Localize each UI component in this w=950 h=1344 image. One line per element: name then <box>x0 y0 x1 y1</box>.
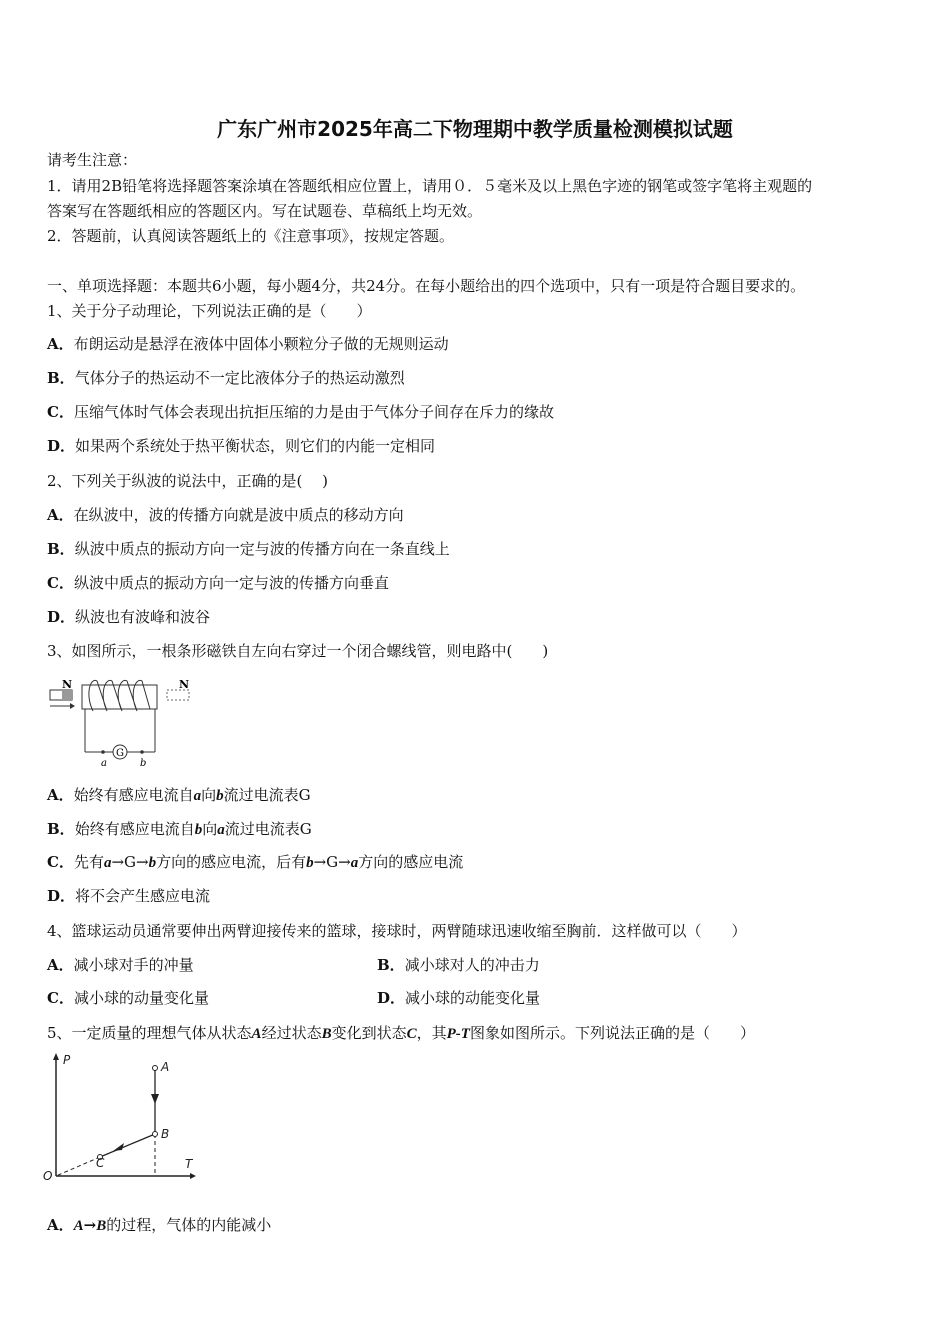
option-text: 方向的感应电流，后有 <box>156 853 307 871</box>
option <box>377 988 540 1008</box>
option <box>47 886 210 906</box>
option-text: 纵波中质点的振动方向一定与波的传播方向垂直 <box>73 574 389 592</box>
question-stem: 3、如图所示，一根条形磁铁自左向右穿过一个闭合螺线管，则电路中( ) <box>47 642 549 660</box>
notice-heading: 请考生注意： <box>47 151 138 169</box>
option-var: b <box>306 855 314 871</box>
option-text: 压缩气体时气体会表现出抗拒压缩的力是由于气体分子间存在斥力的缘故 <box>73 403 554 421</box>
t-axis-label: T <box>185 1157 193 1171</box>
question-stem <box>47 1023 755 1044</box>
solenoid-circuit-figure <box>45 675 195 770</box>
option-label: D． <box>377 989 406 1007</box>
page-title: 广东广州市2025年高二下物理期中教学质量检测模拟试题 <box>217 117 733 141</box>
option-text: 流过电流表G <box>223 786 311 804</box>
option-text: 向 <box>202 820 218 838</box>
question-stem: 2、下列关于纵波的说法中，正确的是( ) <box>47 472 329 490</box>
option-text: 向 <box>201 786 217 804</box>
notice-line: 1．请用2B铅笔将选择题答案涂填在答题纸相应位置上，请用０．５毫米及以上黑色字迹的钢笔或签字笔将主观题的 <box>47 177 813 195</box>
option-label: A． <box>47 506 74 524</box>
north-pole-label: N <box>62 678 73 691</box>
point-b-label: b <box>140 758 147 769</box>
option <box>47 539 450 559</box>
option-label: D． <box>47 887 76 905</box>
state-a-label: A <box>161 1060 170 1074</box>
north-pole-label: N <box>179 678 190 691</box>
option-text: 流过电流表G <box>224 820 312 838</box>
option <box>47 852 463 873</box>
stem-text: ，其 <box>416 1024 447 1042</box>
stem-var: P-T <box>446 1026 470 1042</box>
option <box>47 334 449 354</box>
galvanometer-label: G <box>116 748 124 759</box>
option-label: A． <box>47 335 74 353</box>
option-var: b <box>148 855 157 871</box>
option-text: 纵波也有波峰和波谷 <box>75 608 211 626</box>
option-label: D． <box>47 608 76 626</box>
state-c-label: C <box>96 1156 105 1170</box>
option-text: 将不会产生感应电流 <box>75 887 211 905</box>
option-text: 如果两个系统处于热平衡状态，则它们的内能一定相同 <box>75 437 436 455</box>
option-text: 在纵波中，波的传播方向就是波中质点的移动方向 <box>73 506 404 524</box>
question-stem: 1、关于分子动理论，下列说法正确的是（ ） <box>47 302 372 320</box>
stem-text: 经过状态 <box>261 1024 322 1042</box>
option <box>47 368 405 388</box>
option-var: a <box>193 788 202 804</box>
p-axis-label: P <box>63 1053 71 1067</box>
option-text: 的过程，气体的内能减小 <box>106 1216 272 1234</box>
option-var: A <box>73 1218 84 1234</box>
option-var: b <box>216 788 224 804</box>
option-var: a <box>350 855 359 871</box>
option-text: 布朗运动是悬浮在液体中固体小颗粒分子做的无规则运动 <box>73 335 449 353</box>
notice-line: 2．答题前，认真阅读答题纸上的《注意事项》，按规定答题。 <box>47 227 455 245</box>
option-text: 气体分子的热运动不一定比液体分子的热运动激烈 <box>74 369 405 387</box>
option <box>47 1215 271 1236</box>
option-var: B <box>96 1218 107 1234</box>
stem-var: B <box>321 1026 332 1042</box>
stem-text: 变化到状态 <box>331 1024 407 1042</box>
option <box>47 607 210 627</box>
option-text: 减小球对人的冲击力 <box>404 956 540 974</box>
option-var: a <box>103 855 112 871</box>
stem-var: C <box>406 1026 417 1042</box>
option-var: b <box>194 822 203 838</box>
arrow: → <box>83 1216 97 1234</box>
option-label: D． <box>47 437 76 455</box>
option-text: 纵波中质点的振动方向一定与波的传播方向在一条直线上 <box>74 540 450 558</box>
option-label: C． <box>47 989 74 1007</box>
option-label: C． <box>47 574 74 592</box>
option-label: A． <box>47 956 74 974</box>
option <box>47 988 209 1008</box>
option-var: a <box>217 822 225 838</box>
option-text: 始终有感应电流自 <box>74 820 195 838</box>
option <box>47 505 404 525</box>
point-a-label: a <box>101 758 107 769</box>
stem-var: A <box>251 1026 262 1042</box>
option-text: 减小球的动量变化量 <box>73 989 209 1007</box>
origin-label: O <box>43 1169 53 1183</box>
option-text: 减小球的动能变化量 <box>405 989 541 1007</box>
stem-text: 图象如图所示。下列说法正确的是（ ） <box>469 1024 755 1042</box>
option-text: 方向的感应电流 <box>358 853 464 871</box>
section-heading: 一、单项选择题：本题共6小题，每小题4分，共24分。在每小题给出的四个选项中，只有一项是符合题目要求的。 <box>47 277 806 295</box>
option-label: B． <box>47 369 75 387</box>
state-b-label: B <box>161 1127 170 1141</box>
option-text: →G→ <box>111 853 149 871</box>
question-stem: 4、篮球运动员通常要伸出两臂迎接传来的篮球，接球时，两臂随球迅速收缩至胸前．这样做可以（ ） <box>47 922 747 940</box>
option-text: 先有 <box>73 853 104 871</box>
notice-line: 答案写在答题纸相应的答题区内。写在试题卷、草稿纸上均无效。 <box>47 202 483 220</box>
option <box>47 955 194 975</box>
option-text: →G→ <box>313 853 351 871</box>
option-text: 始终有感应电流自 <box>73 786 194 804</box>
option <box>47 436 435 456</box>
option <box>47 785 311 806</box>
option-label: B． <box>47 820 75 838</box>
option-label: B． <box>377 956 405 974</box>
p-t-graph-figure <box>40 1050 200 1190</box>
option <box>47 573 389 593</box>
option-text: 减小球对手的冲量 <box>73 956 194 974</box>
stem-text: 5、一定质量的理想气体从状态 <box>47 1024 252 1042</box>
option-label: A． <box>47 786 74 804</box>
option <box>377 955 540 975</box>
option-label: C． <box>47 403 74 421</box>
option <box>47 819 312 840</box>
option-label: B． <box>47 540 75 558</box>
option-label: C． <box>47 853 74 871</box>
option-label: A． <box>47 1216 74 1234</box>
option <box>47 402 554 422</box>
